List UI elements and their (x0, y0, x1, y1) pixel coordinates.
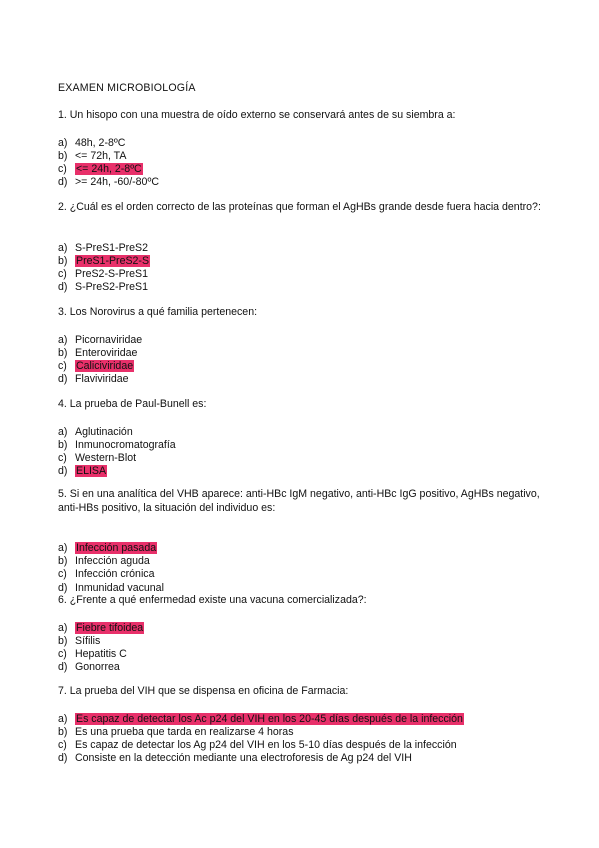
option-text: Infección crónica (75, 568, 155, 581)
highlighted-answer-text: Es capaz de detectar los Ac p24 del VIH en los 20-45 días después de la infección (76, 712, 463, 725)
answer-option (58, 555, 548, 568)
question-text: 7. La prueba del VIH que se dispensa en oficina de Farmacia: (58, 685, 349, 697)
question-text: 5. Si en una analítica del VHB aparece: anti-HBc IgM negativo, anti-HBc IgG positivo, AgHBs negativo, anti-HBs positivo, la situación del individuo es: (58, 488, 540, 514)
question-1 (58, 109, 548, 189)
option-text: Es una prueba que tarda en realizarse 4 horas (75, 725, 294, 738)
answer-option (58, 347, 548, 360)
answer-option (58, 739, 548, 752)
option-text: S-PreS1-PreS2 (75, 241, 149, 254)
answer-option (58, 439, 548, 452)
option-text: PreS2-S-PreS1 (75, 267, 149, 280)
option-text: Inmunocromatografía (75, 438, 176, 451)
highlighted-answer-text: <= 24h, 2-8ºC (76, 162, 142, 175)
option-letter: b) (58, 634, 68, 647)
answer-option (58, 360, 548, 373)
answer-option (58, 268, 548, 281)
option-letter: c) (58, 162, 67, 175)
question-7 (58, 685, 548, 765)
option-letter: a) (58, 621, 68, 634)
answer-option (58, 373, 548, 386)
answer-option (58, 176, 548, 189)
option-text: Consiste en la detección mediante una electroforesis de Ag p24 del VIH (75, 752, 412, 765)
option-list (58, 713, 548, 766)
answer-option (58, 661, 548, 674)
option-text: Gonorrea (75, 661, 120, 674)
answer-option (58, 622, 548, 635)
answer-option (58, 452, 548, 465)
question-6 (58, 594, 548, 674)
option-letter: b) (58, 149, 68, 162)
question-4 (58, 398, 548, 478)
option-list (58, 622, 548, 675)
answer-option (58, 726, 548, 739)
answer-option (58, 648, 548, 661)
question-text: 1. Un hisopo con una muestra de oído externo se conservará antes de su siembra a: (58, 109, 456, 121)
answer-option (58, 713, 548, 726)
option-letter: d) (58, 281, 68, 294)
option-text: Flaviviridae (75, 373, 129, 386)
option-text: Infección aguda (75, 555, 150, 568)
highlighted-answer-text: PreS1-PreS2-S (76, 254, 150, 267)
answer-option (58, 635, 548, 648)
option-letter: c) (58, 647, 67, 660)
question-3 (58, 306, 548, 386)
answer-option (58, 334, 548, 347)
option-letter: b) (58, 725, 68, 738)
answer-option (58, 582, 548, 595)
option-text: S-PreS2-PreS1 (75, 281, 149, 294)
option-text: >= 24h, -60/-80ºC (75, 176, 159, 189)
answer-option (58, 242, 548, 255)
option-letter: d) (58, 661, 68, 674)
option-list (58, 426, 548, 479)
option-letter: d) (58, 373, 68, 386)
answer-option (58, 426, 548, 439)
answer-option (58, 465, 548, 478)
question-text: 4. La prueba de Paul-Bunell es: (58, 398, 207, 410)
option-letter: d) (58, 176, 68, 189)
option-text: Picornaviridae (75, 333, 143, 346)
highlighted-answer-text: Caliciviridae (76, 359, 134, 372)
answer-option (58, 163, 548, 176)
option-text: Aglutinación (75, 425, 133, 438)
option-letter: a) (58, 712, 68, 725)
option-letter: d) (58, 752, 68, 765)
option-text: Es capaz de detectar los Ag p24 del VIH en los 5-10 días después de la infección (75, 738, 457, 751)
option-list (58, 242, 548, 295)
answer-option (58, 150, 548, 163)
option-list (58, 137, 548, 190)
option-letter: b) (58, 438, 68, 451)
option-text: Western-Blot (75, 451, 137, 464)
option-list (58, 334, 548, 387)
option-text: <= 72h, TA (75, 149, 127, 162)
option-letter: c) (58, 568, 67, 581)
option-text: Sífilis (75, 634, 101, 647)
option-letter: a) (58, 542, 68, 554)
option-letter: a) (58, 241, 68, 254)
option-letter: a) (58, 333, 68, 346)
option-text: 48h, 2-8ºC (75, 136, 126, 149)
option-letter: a) (58, 136, 68, 149)
answer-option (58, 752, 548, 765)
highlighted-answer-text: ELISA (76, 465, 107, 478)
option-list (58, 542, 548, 595)
answer-option (58, 255, 548, 268)
answer-option (58, 542, 548, 555)
option-letter: c) (58, 267, 67, 280)
answer-option (58, 281, 548, 294)
option-letter: b) (58, 555, 68, 568)
option-letter: a) (58, 425, 68, 438)
highlighted-answer-text: Fiebre tifoidea (76, 621, 144, 634)
answer-option (58, 568, 548, 581)
option-letter: b) (58, 346, 68, 359)
exam-title: EXAMEN MICROBIOLOGÍA (58, 82, 196, 94)
answer-option (58, 137, 548, 150)
option-letter: b) (58, 254, 68, 267)
option-letter: c) (58, 359, 67, 372)
option-letter: c) (58, 451, 67, 464)
option-letter: d) (58, 581, 68, 594)
option-letter: c) (58, 738, 67, 751)
question-5 (58, 488, 548, 595)
option-text: Enteroviridae (75, 346, 138, 359)
question-2 (58, 201, 548, 294)
option-text: Inmunidad vacunal (75, 581, 164, 594)
question-text: 6. ¿Frente a qué enfermedad existe una vacuna comercializada?: (58, 594, 367, 606)
highlighted-answer-text: Infección pasada (76, 542, 157, 554)
option-letter: d) (58, 465, 68, 478)
question-text: 2. ¿Cuál es el orden correcto de las proteínas que forman el AgHBs grande desde fuera hacia dentro?: (58, 201, 541, 213)
option-text: Hepatitis C (75, 647, 127, 660)
question-text: 3. Los Norovirus a qué familia pertenecen: (58, 306, 258, 318)
